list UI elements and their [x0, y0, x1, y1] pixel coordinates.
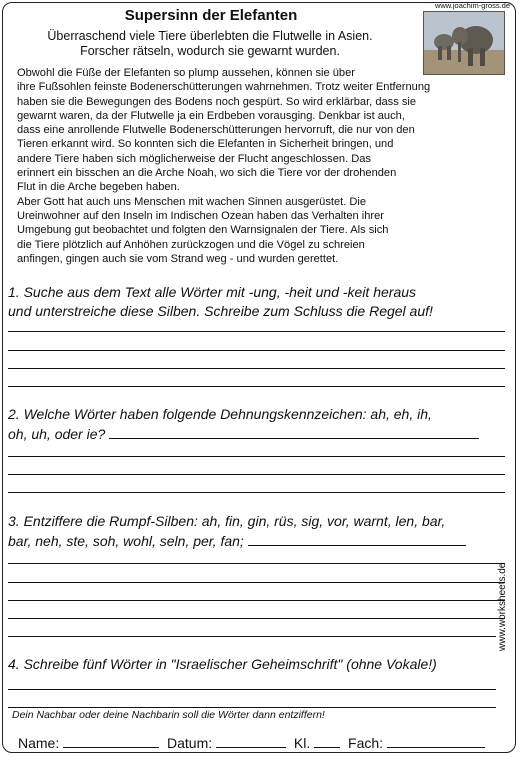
class-field[interactable] [314, 733, 340, 748]
task-1-line: 1. Suche aus dem Text alle Wörter mit -ung, -heit und -keit heraus [8, 284, 417, 300]
answer-line[interactable] [8, 474, 505, 475]
task-2-line: 2. Welche Wörter haben folgende Dehnungskennzeichen: ah, eh, ih, [8, 406, 432, 422]
elephants-photo [423, 11, 505, 75]
story-line: anfingen, gingen auch sie vom Strand weg - und wurden gerettet. [17, 252, 339, 265]
task-4 [8, 655, 437, 674]
answer-line[interactable] [8, 492, 505, 493]
task-2 [8, 405, 479, 444]
website-link[interactable]: www.joachim-gross.de [434, 1, 510, 10]
story-line: Ureinwohner auf den Inseln im Indischen Ozean haben das Verhalten ihrer [17, 209, 384, 222]
task-1 [8, 283, 433, 321]
task-4-note: Dein Nachbar oder deine Nachbarin soll die Wörter dann entziffern! [12, 709, 325, 721]
answer-line[interactable] [8, 331, 505, 332]
answer-blank[interactable] [248, 531, 466, 546]
answer-line[interactable] [8, 582, 505, 583]
story-line: Tieren erkannt wird. So konnten sich die Elefanten in Sicherheit bringen, und [17, 138, 394, 151]
subtitle [20, 29, 400, 59]
answer-line[interactable] [8, 636, 496, 637]
answer-line[interactable] [8, 368, 505, 369]
task-3 [8, 512, 466, 551]
class-label: Kl. [293, 735, 311, 751]
subject-label: Fach: [348, 735, 384, 751]
story-line: die Tiere plötzlich auf Anhöhen zurückzogen und die Vögel zu schreien [17, 238, 365, 251]
answer-line[interactable] [8, 456, 505, 457]
answer-line[interactable] [8, 350, 505, 351]
story-line: gewarnt waren, da der Flutwelle ja ein Erdbeben vorausging. Denkbar ist auch, [17, 109, 405, 122]
answer-line[interactable] [8, 689, 496, 690]
task-3-line: 3. Entziffere die Rumpf-Silben: ah, fin, gin, rüs, sig, vor, warnt, len, bar, [8, 513, 446, 529]
story-line: dass eine anrollende Flutwelle Bodenerschütterungen hervorruft, die nur von den [17, 124, 415, 137]
subtitle-line: Überraschend viele Tiere überlebten die Flutwelle in Asien. [47, 29, 373, 43]
story-line: haben sie die Bewegungen des Bodens noch gespürt. So wird erklärbar, dass sie [17, 95, 417, 108]
task-1-line: und unterstreiche diese Silben. Schreibe zum Schluss die Regel auf! [8, 303, 433, 319]
side-website: www.worksheets.de [497, 562, 508, 651]
answer-blank[interactable] [109, 424, 479, 439]
task-4-line: 4. Schreibe fünf Wörter in "Israelischer Geheimschrift" (ohne Vokale!) [8, 656, 437, 672]
name-label: Name: [18, 735, 60, 751]
story-line: erinnert ein bisschen an die Arche Noah, wo sich die Tiere vor der drohenden [17, 167, 397, 180]
answer-line[interactable] [8, 707, 496, 708]
date-label: Datum: [167, 735, 213, 751]
answer-line[interactable] [8, 600, 505, 601]
story-line: andere Tiere haben sich möglicherweise der Flucht angeschlossen. Das [17, 152, 371, 165]
answer-line[interactable] [8, 618, 505, 619]
task-2-line: oh, uh, oder ie? [8, 426, 106, 442]
story-line: ihre Fußsohlen feinste Bodenerschütterungen wahrnehmen. Trotz weiter Entfernung [17, 81, 431, 94]
story-text [17, 66, 431, 266]
date-field[interactable] [216, 733, 286, 748]
task-3-line: bar, neh, ste, soh, wohl, seln, per, fan; [8, 533, 244, 549]
subject-field[interactable] [387, 733, 485, 748]
answer-line[interactable] [8, 386, 505, 387]
story-line: Obwohl die Füße der Elefanten so plump aussehen, können sie über [17, 67, 355, 79]
name-field[interactable] [63, 733, 159, 748]
subtitle-line: Forscher rätseln, wodurch sie gewarnt wurden. [80, 44, 340, 58]
story-line: Umgebung gut beobachtet und folgten den Warnsignalen der Tiere. Als sich [17, 224, 389, 237]
story-line: Flut in die Arche begeben haben. [17, 181, 180, 194]
worksheet-title: Supersinn der Elefanten [124, 7, 298, 24]
answer-line[interactable] [8, 563, 505, 564]
footer-fields [18, 733, 489, 751]
story-line: Aber Gott hat auch uns Menschen mit wachen Sinnen ausgerüstet. Die [17, 195, 367, 208]
